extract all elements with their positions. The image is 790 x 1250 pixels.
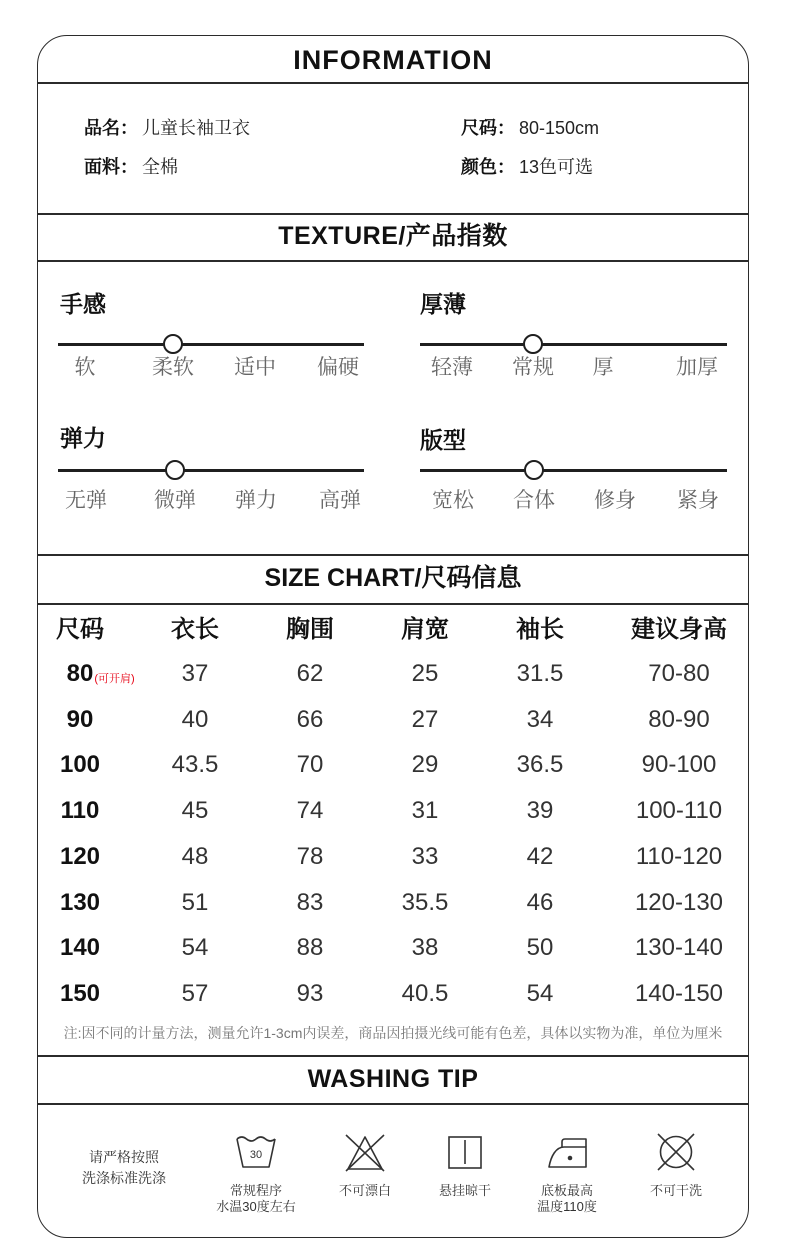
no-bleach-icon <box>343 1130 387 1174</box>
cell-length: 48 <box>181 842 209 870</box>
cell-height: 140-150 <box>634 980 724 1008</box>
wash-label-line: 温度110度 <box>537 1199 597 1214</box>
texture-option: 软 <box>74 356 96 379</box>
texture-title: TEXTURE/产品指数 <box>278 222 508 250</box>
cell-size <box>32 788 128 834</box>
table-row <box>0 697 790 743</box>
wash-symbol-label <box>410 1183 520 1199</box>
column-header-length: 衣长 <box>171 616 219 643</box>
cell-height: 70-80 <box>648 660 710 687</box>
cell-chest: 62 <box>296 660 324 687</box>
cell-size <box>32 834 128 880</box>
info-size-range <box>461 115 599 141</box>
cell-shoulder: 35.5 <box>401 888 449 916</box>
cell-shoulder: 27 <box>411 705 439 733</box>
cell-shoulder: 29 <box>411 751 439 779</box>
texture-option: 厚 <box>592 356 614 379</box>
size-value-wrap <box>60 742 100 788</box>
table-row <box>0 834 790 880</box>
size-value: 150 <box>59 980 101 1008</box>
cell-length: 45 <box>181 797 209 825</box>
wash-temperature: 30 <box>249 1149 263 1161</box>
cell-sleeve: 42 <box>526 842 554 870</box>
cell-sleeve: 50 <box>526 934 554 962</box>
cell-chest: 70 <box>296 751 324 779</box>
table-row <box>0 880 790 926</box>
table-row <box>0 651 790 697</box>
texture-option: 无弹 <box>65 489 107 512</box>
info-value: 80-150cm <box>519 118 600 138</box>
texture-option: 合体 <box>513 489 555 512</box>
section-divider <box>37 260 749 262</box>
texture-scale-track <box>58 343 364 346</box>
cell-sleeve: 31.5 <box>516 660 564 687</box>
info-label: 面料： <box>84 157 138 177</box>
cell-height: 110-120 <box>635 842 723 870</box>
wash-symbol-no-bleach <box>310 1130 420 1199</box>
size-value-wrap <box>60 880 100 926</box>
table-row <box>0 788 790 834</box>
wash-label-line: 常规程序 <box>229 1183 282 1198</box>
cell-chest: 66 <box>296 705 324 733</box>
cell-height: 80-90 <box>648 705 710 733</box>
texture-option: 轻薄 <box>431 356 473 379</box>
info-value: 全棉 <box>142 157 178 177</box>
info-label: 品名： <box>84 118 138 138</box>
texture-option: 偏硬 <box>317 356 359 379</box>
cell-sleeve: 34 <box>526 705 554 733</box>
info-label: 颜色： <box>461 157 515 177</box>
cell-size <box>32 971 128 1017</box>
cell-shoulder: 40.5 <box>401 980 449 1008</box>
size-value: 110 <box>60 797 100 825</box>
cell-length: 40 <box>181 705 209 733</box>
hang-dry-icon <box>443 1130 487 1174</box>
wash-label-line: 底板最高 <box>540 1183 593 1198</box>
texture-scale-track <box>420 343 727 346</box>
wash-30-icon <box>234 1130 278 1174</box>
texture-option: 适中 <box>234 356 276 379</box>
iron-low-heat-icon <box>545 1130 589 1174</box>
column-header-sleeve: 袖长 <box>516 616 564 643</box>
wash-label-line: 不可干洗 <box>649 1183 702 1198</box>
size-value-wrap <box>60 834 100 880</box>
texture-group-title: 版型 <box>420 427 466 453</box>
size-value: 100 <box>59 751 101 779</box>
size-value: 80 <box>66 660 94 687</box>
size-value: 90 <box>66 705 94 733</box>
section-divider <box>37 1103 749 1105</box>
size-value-wrap <box>61 788 100 834</box>
texture-option: 紧身 <box>677 489 719 512</box>
texture-option: 常规 <box>512 356 554 379</box>
cell-size <box>32 742 128 788</box>
wash-symbol-iron <box>512 1130 622 1215</box>
texture-level-marker <box>163 334 183 354</box>
cell-height: 130-140 <box>634 934 724 962</box>
wash-symbol-label <box>621 1183 731 1199</box>
texture-scale-track <box>420 469 727 472</box>
cell-height: 120-130 <box>634 888 724 916</box>
size-value-wrap <box>67 697 94 743</box>
table-header-row <box>0 607 790 653</box>
wash-label-line: 不可漂白 <box>338 1183 391 1198</box>
cell-shoulder: 33 <box>411 842 439 870</box>
cell-shoulder: 25 <box>411 660 439 687</box>
texture-level-marker <box>523 334 543 354</box>
size-chart-footnote: 注:因不同的计量方法，测量允许1-3cm内误差，商品因拍摄光线可能有色差，具体以实物为准，单位为厘米 <box>63 1025 723 1041</box>
info-label: 尺码： <box>461 118 515 138</box>
info-fabric <box>84 154 178 180</box>
texture-level-marker <box>524 460 544 480</box>
column-header-size: 尺码 <box>56 616 104 643</box>
wash-symbol-machine-wash <box>201 1130 311 1215</box>
wash-symbol-no-dry-clean <box>621 1130 731 1199</box>
wash-symbol-label <box>512 1183 622 1215</box>
wash-intro-line: 请严格按照 <box>89 1149 159 1165</box>
texture-scale-track <box>58 469 364 472</box>
texture-group-title: 弹力 <box>60 425 106 451</box>
size-value: 120 <box>59 842 101 870</box>
cell-size <box>32 697 128 743</box>
texture-group-title: 厚薄 <box>420 291 466 317</box>
wash-symbol-label <box>201 1183 311 1215</box>
cell-shoulder: 31 <box>411 797 439 825</box>
size-note: (可开肩) <box>94 673 135 685</box>
wash-label-line: 悬挂晾干 <box>438 1183 491 1198</box>
texture-option: 修身 <box>594 489 636 512</box>
washing-title: WASHING TIP <box>307 1065 479 1093</box>
size-value-wrap <box>66 651 135 697</box>
column-header-height: 建议身高 <box>631 616 727 643</box>
info-value: 13色可选 <box>519 157 594 177</box>
info-product-name <box>84 115 250 141</box>
cell-size <box>32 880 128 926</box>
size-value: 130 <box>59 888 101 916</box>
column-header-chest: 胸围 <box>286 616 334 643</box>
cell-chest: 74 <box>296 797 324 825</box>
cell-chest: 78 <box>296 842 324 870</box>
wash-instruction-intro <box>64 1147 184 1189</box>
cell-chest: 88 <box>296 934 324 962</box>
texture-level-marker <box>165 460 185 480</box>
cell-sleeve: 54 <box>526 980 554 1008</box>
size-value: 140 <box>59 934 101 962</box>
size-value-wrap <box>60 971 100 1017</box>
size-chart-title: SIZE CHART/尺码信息 <box>264 564 522 592</box>
texture-option: 微弹 <box>154 489 196 512</box>
texture-option: 高弹 <box>319 489 361 512</box>
cell-size <box>32 651 135 697</box>
cell-length: 54 <box>181 934 209 962</box>
texture-option: 弹力 <box>235 489 277 512</box>
column-header-shoulder: 肩宽 <box>401 616 449 643</box>
cell-length: 51 <box>181 888 209 916</box>
texture-option: 宽松 <box>432 489 474 512</box>
table-row <box>0 971 790 1017</box>
cell-sleeve: 46 <box>526 888 554 916</box>
cell-chest: 93 <box>296 980 324 1008</box>
cell-length: 57 <box>181 980 209 1008</box>
cell-sleeve: 39 <box>526 797 554 825</box>
texture-group-title: 手感 <box>60 291 106 317</box>
size-value-wrap <box>60 925 100 971</box>
cell-chest: 83 <box>296 888 324 916</box>
cell-length: 43.5 <box>171 751 219 779</box>
table-row <box>0 925 790 971</box>
table-row <box>0 742 790 788</box>
section-divider <box>37 603 749 605</box>
cell-length: 37 <box>181 660 209 687</box>
information-title: INFORMATION <box>293 45 493 75</box>
wash-symbol-label <box>310 1183 420 1199</box>
texture-option: 柔软 <box>152 356 194 379</box>
cell-size <box>32 925 128 971</box>
texture-option: 加厚 <box>676 356 718 379</box>
wash-intro-line: 洗涤标准洗涤 <box>82 1170 166 1186</box>
cell-shoulder: 38 <box>411 934 439 962</box>
cell-height: 100-110 <box>635 797 723 825</box>
cell-sleeve: 36.5 <box>516 751 564 779</box>
cell-height: 90-100 <box>641 751 717 779</box>
info-value: 儿童长袖卫衣 <box>142 118 250 138</box>
wash-label-line: 水温30度左右 <box>216 1199 296 1214</box>
wash-symbol-hang-dry <box>410 1130 520 1199</box>
info-colors <box>461 154 593 180</box>
no-dry-clean-icon <box>654 1130 698 1174</box>
